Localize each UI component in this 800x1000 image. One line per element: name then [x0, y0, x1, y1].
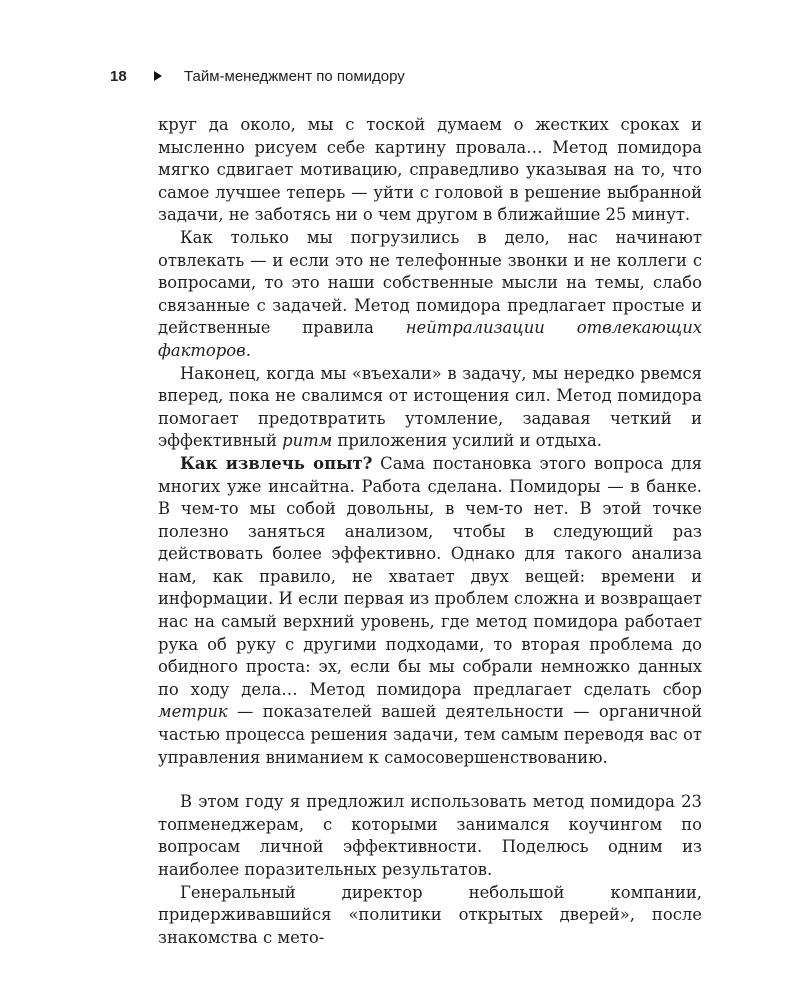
paragraph-4-emphasis: метрик	[158, 702, 228, 722]
page-number: 18	[110, 67, 127, 85]
chapter-title: Тайм-менеджмент по помидору	[184, 67, 405, 85]
paragraph-1-text: круг да около, мы с тоской думаем о жестких сроках и мысленно рисуем себе картину провала… Метод помидора мягко сдвигает мотивацию, справедливо указывая на то, что самое лучшее теперь — уйти с головой в решение выбранной задачи, не заботясь ни о чем другом в ближайшие 25 минут.	[158, 115, 702, 225]
body-text	[158, 114, 702, 949]
paragraph-2-emphasis: нейтрализации отвлекающих факторов	[158, 318, 702, 360]
paragraph-6	[158, 882, 702, 950]
section-gap	[158, 769, 702, 791]
paragraph-1	[158, 114, 702, 227]
paragraph-3-text: Наконец, когда мы «въехали» в задачу, мы нередко рвемся вперед, пока не свалимся от истощения сил. Метод помидора помогает предотвратить утомление, задавая четкий и эффективный	[158, 363, 702, 451]
paragraph-3-emphasis: ритм	[282, 431, 333, 451]
running-header	[110, 65, 405, 87]
paragraph-2	[158, 227, 702, 363]
paragraph-3-end: приложения усилий и отдыха.	[332, 431, 602, 451]
paragraph-4	[158, 453, 702, 769]
paragraph-5	[158, 791, 702, 881]
paragraph-3	[158, 363, 702, 453]
triangle-marker-icon	[154, 71, 162, 81]
paragraph-6-text: Генеральный директор небольшой компании, придерживавшийся «политики открытых дверей», после знакомства с мето-	[158, 882, 702, 947]
paragraph-4-text: Сама постановка этого вопроса для многих уже инсайтна. Работа сделана. Помидоры — в банке. В чем-то мы собой довольны, в чем-то нет. В этой точке полезно заняться анализом, чтобы в следующий раз действовать более эффективно. Однако для такого анализа нам, как правило, не хватает двух вещей: времени и информации. И если первая из проблем сложна и возвращает нас на самый верхний уровень, где метод помидора работает рука об руку с другими подходами, то вторая проблема до обидного проста: эх, если бы мы собрали немножко данных по ходу дела… Метод помидора предлагает сделать сбор	[158, 453, 703, 699]
paragraph-2-text: Как только мы погрузились в дело, нас начинают отвлекать — и если это не телефонные звонки и не коллеги с вопросами, то это наши собственные мысли на темы, слабо связанные с задачей. Метод помидора предлагает простые и действенные правила	[158, 227, 702, 338]
paragraph-4-end: — показателей вашей деятельности — органичной частью процесса решения задачи, тем самым переводя вас от управления вниманием к самосовершенствованию.	[158, 702, 702, 767]
paragraph-4-heading: Как извлечь опыт?	[180, 453, 373, 473]
paragraph-5-text: В этом году я предложил использовать метод помидора 23 топменеджерам, с которыми занимался коучингом по вопросам личной эффективности. Поделюсь одним из наиболее поразительных результатов.	[158, 792, 702, 879]
paragraph-2-end: .	[245, 340, 251, 360]
